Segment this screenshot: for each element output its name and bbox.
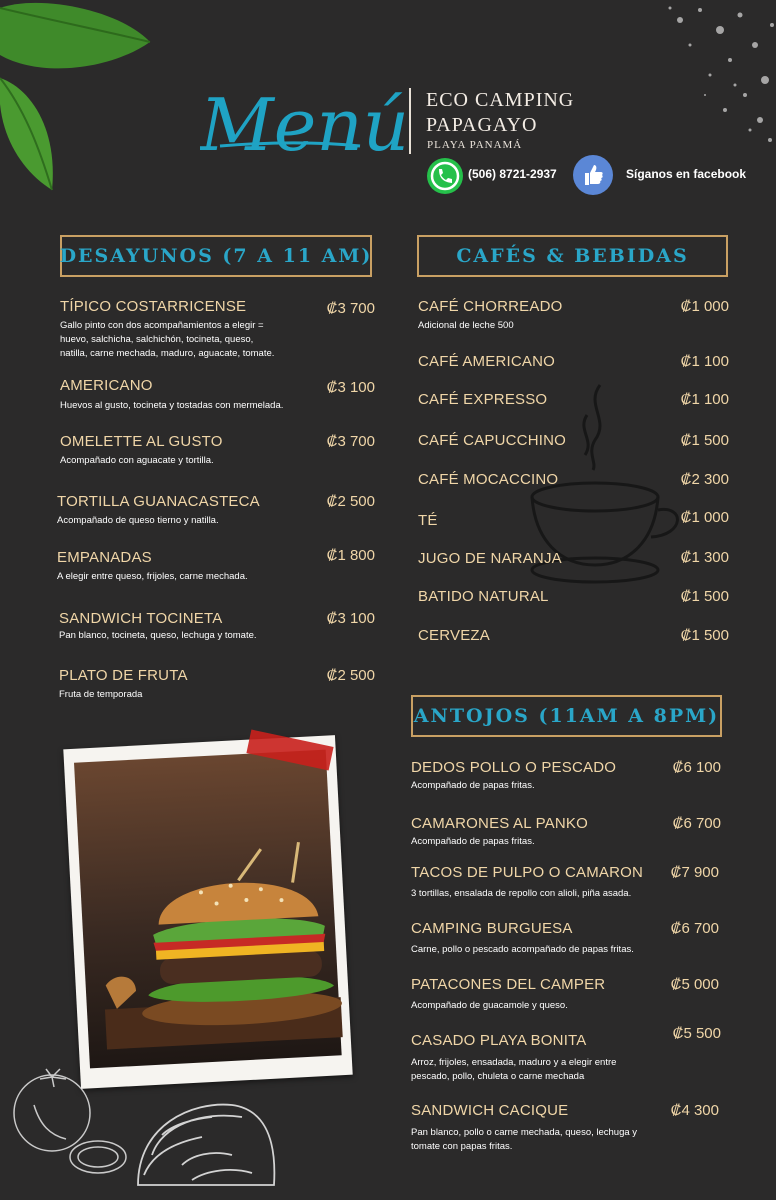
item-price: ₡6 700: [670, 920, 719, 937]
item-name: TÉ: [418, 512, 438, 529]
item-price: ₡1 300: [680, 549, 729, 566]
item-name: BATIDO NATURAL: [418, 588, 549, 605]
desayunos-header: [60, 235, 372, 277]
item-price: ₡5 500: [672, 1025, 721, 1042]
item-price: ₡3 100: [326, 379, 375, 396]
item-desc: tomate con papas fritas.: [411, 1141, 513, 1152]
item-price: ₡2 300: [680, 471, 729, 488]
brand-line-1: ECO CAMPING: [426, 89, 575, 111]
item-name: CAMPING BURGUESA: [411, 920, 573, 937]
item-price: ₡3 700: [326, 300, 375, 317]
item-price: ₡1 000: [680, 298, 729, 315]
item-price: ₡1 500: [680, 432, 729, 449]
item-desc: A elegir entre queso, frijoles, carne mechada.: [57, 571, 248, 582]
burger-photo: [63, 735, 352, 1089]
item-price: ₡3 700: [326, 433, 375, 450]
item-name: PATACONES DEL CAMPER: [411, 976, 606, 993]
facebook-link[interactable]: Síganos en facebook: [626, 167, 747, 181]
item-price: ₡2 500: [326, 493, 375, 510]
item-price: ₡6 100: [672, 759, 721, 776]
cafes-header: [417, 235, 728, 277]
item-name: CAFÉ EXPRESSO: [418, 391, 548, 408]
item-desc: Pan blanco, tocineta, queso, lechuga y tomate.: [59, 630, 257, 641]
item-price: ₡7 900: [670, 864, 719, 881]
item-price: ₡1 100: [680, 353, 729, 370]
item-desc: Adicional de leche 500: [418, 320, 514, 331]
header-divider: [409, 88, 411, 154]
brand-location: PLAYA PANAMÁ: [427, 139, 523, 151]
menu-title-text: Menú: [200, 83, 410, 167]
item-desc: Pan blanco, pollo o carne mechada, queso, lechuga y: [411, 1127, 638, 1138]
item-desc: Acompañado con aguacate y tortilla.: [60, 455, 214, 466]
item-name: CAMARONES AL PANKO: [411, 815, 588, 832]
item-desc: Acompañado de guacamole y queso.: [411, 1000, 568, 1011]
item-name: PLATO DE FRUTA: [59, 667, 188, 684]
item-price: ₡2 500: [326, 667, 375, 684]
item-price: ₡3 100: [326, 610, 375, 627]
item-name: TÍPICO COSTARRICENSE: [60, 298, 247, 315]
item-desc: huevo, salchicha, salchichón, tocineta, queso,: [60, 334, 254, 345]
item-name: SANDWICH CACIQUE: [411, 1102, 569, 1119]
phone-icon: [427, 158, 463, 194]
item-name: CASADO PLAYA BONITA: [411, 1032, 587, 1049]
item-desc: Gallo pinto con dos acompañamientos a elegir =: [60, 320, 264, 331]
item-price: ₡1 800: [326, 547, 375, 564]
item-desc: pescado, pollo, chuleta o carne mechada: [411, 1071, 585, 1082]
item-price: ₡1 100: [680, 391, 729, 408]
item-price: ₡4 300: [670, 1102, 719, 1119]
antojos-header: [411, 695, 722, 737]
cafes-title: CAFÉS & BEBIDAS: [456, 245, 689, 267]
item-price: ₡1 500: [680, 588, 729, 605]
item-name: JUGO DE NARANJA: [418, 550, 562, 567]
item-name: TORTILLA GUANACASTECA: [57, 493, 260, 510]
thumbs-up-icon[interactable]: [573, 155, 613, 195]
item-name: CAFÉ CAPUCCHINO: [418, 432, 567, 449]
brand-line-2: PAPAGAYO: [426, 114, 538, 136]
item-name: SANDWICH TOCINETA: [59, 610, 223, 627]
item-desc: Fruta de temporada: [59, 689, 143, 700]
item-name: DEDOS POLLO O PESCADO: [411, 759, 617, 776]
item-desc: natilla, carne mechada, maduro, aguacate, tomate.: [60, 348, 275, 359]
antojos-title: ANTOJOS (11AM A 8PM): [413, 705, 720, 727]
item-price: ₡5 000: [670, 976, 719, 993]
item-desc: Acompañado de queso tierno y natilla.: [57, 515, 219, 526]
item-name: EMPANADAS: [57, 549, 152, 566]
item-name: CAFÉ MOCACCINO: [418, 471, 559, 488]
paint-splatter-decoration: [630, 0, 776, 160]
item-name: OMELETTE AL GUSTO: [60, 433, 223, 450]
basil-leaves-decoration: [0, 0, 160, 200]
item-name: CAFÉ CHORREADO: [418, 298, 563, 315]
item-price: ₡1 000: [680, 509, 729, 526]
item-name: AMERICANO: [60, 377, 153, 394]
item-desc: Carne, pollo o pescado acompañado de papas fritas.: [411, 944, 634, 955]
menu-title: [200, 50, 410, 200]
item-desc: Acompañado de papas fritas.: [411, 780, 535, 791]
item-name: TACOS DE PULPO O CAMARON: [411, 864, 644, 881]
taco-sketch: [132, 1095, 282, 1195]
desayunos-title: DESAYUNOS (7 A 11 AM): [59, 245, 373, 267]
item-desc: Huevos al gusto, tocineta y tostadas con mermelada.: [60, 400, 284, 411]
item-price: ₡1 500: [680, 627, 729, 644]
item-desc: 3 tortillas, ensalada de repollo con alioli, piña asada.: [411, 888, 632, 899]
item-price: ₡6 700: [672, 815, 721, 832]
phone-number[interactable]: (506) 8721-2937: [468, 167, 557, 181]
item-name: CERVEZA: [418, 627, 490, 644]
item-desc: Acompañado de papas fritas.: [411, 836, 535, 847]
item-desc: Arroz, frijoles, ensadada, maduro y a elegir entre: [411, 1057, 617, 1068]
brand-name: [426, 88, 626, 138]
item-name: CAFÉ AMERICANO: [418, 353, 555, 370]
